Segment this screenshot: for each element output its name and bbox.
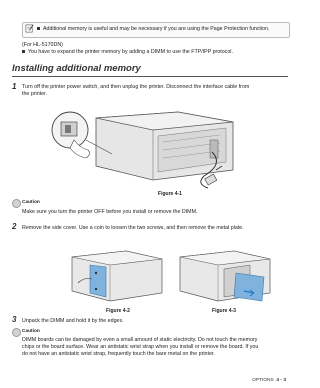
figure-4-2-caption: Figure 4-2: [106, 308, 130, 314]
figure-4-1-caption: Figure 4-1: [158, 191, 182, 197]
caution-2-line-2: chips or the board surface. Wear an antistatic wrist strap when you install or remove the board. If you: [22, 344, 259, 350]
note-line-1: Additional memory is useful and may be necessary if you are using the Page Protection function.: [37, 26, 287, 33]
figure-4-3-caption: Figure 4-3: [212, 308, 236, 314]
step-1-text-b: the printer.: [22, 91, 48, 97]
caution-1-label: Caution: [22, 200, 40, 205]
figure-4-2-illustration: [66, 243, 166, 305]
caution-icon: [12, 328, 21, 337]
note-line-3: You have to expand the printer memory by adding a DIMM to use the FTP/IPP protocol.: [22, 49, 288, 56]
note-pencil-icon: [25, 24, 34, 33]
caution-2-line-3: do not have an antistatic wrist strap, frequently touch the bare metal on the printer.: [22, 351, 215, 357]
step-2-text: Remove the side cover. Use a coin to loosen the two screws, and then remove the metal plate.: [22, 225, 244, 231]
caution-2-label: Caution: [22, 329, 40, 334]
section-rule: [12, 76, 288, 77]
step-3-number: 3: [12, 315, 17, 324]
bullet-icon: [22, 50, 25, 53]
footer-section: OPTIONS: [252, 378, 274, 383]
figure-4-3-illustration: [174, 243, 274, 305]
step-1-number: 1: [12, 82, 17, 91]
caution-icon: [12, 199, 21, 208]
step-1-text-a: Turn off the printer power switch, and then unplug the printer. Disconnect the interface cable from: [22, 84, 250, 90]
step-2-number: 2: [12, 222, 17, 231]
page-footer: [252, 378, 286, 383]
caution-1-text: Make sure you turn the printer OFF before you install or remove the DIMM.: [22, 209, 198, 215]
section-title: Installing additional memory: [12, 63, 141, 74]
note-line-2: (For HL-5170DN): [22, 42, 63, 48]
bullet-icon: [37, 27, 40, 30]
caution-2-line-1: DIMM boards can be damaged by even a small amount of static electricity. Do not touch the memory: [22, 337, 258, 343]
footer-page-number: 4 - 3: [276, 378, 286, 383]
step-3-text: Unpack the DIMM and hold it by the edges.: [22, 318, 124, 324]
figure-4-1-illustration: [28, 100, 264, 190]
